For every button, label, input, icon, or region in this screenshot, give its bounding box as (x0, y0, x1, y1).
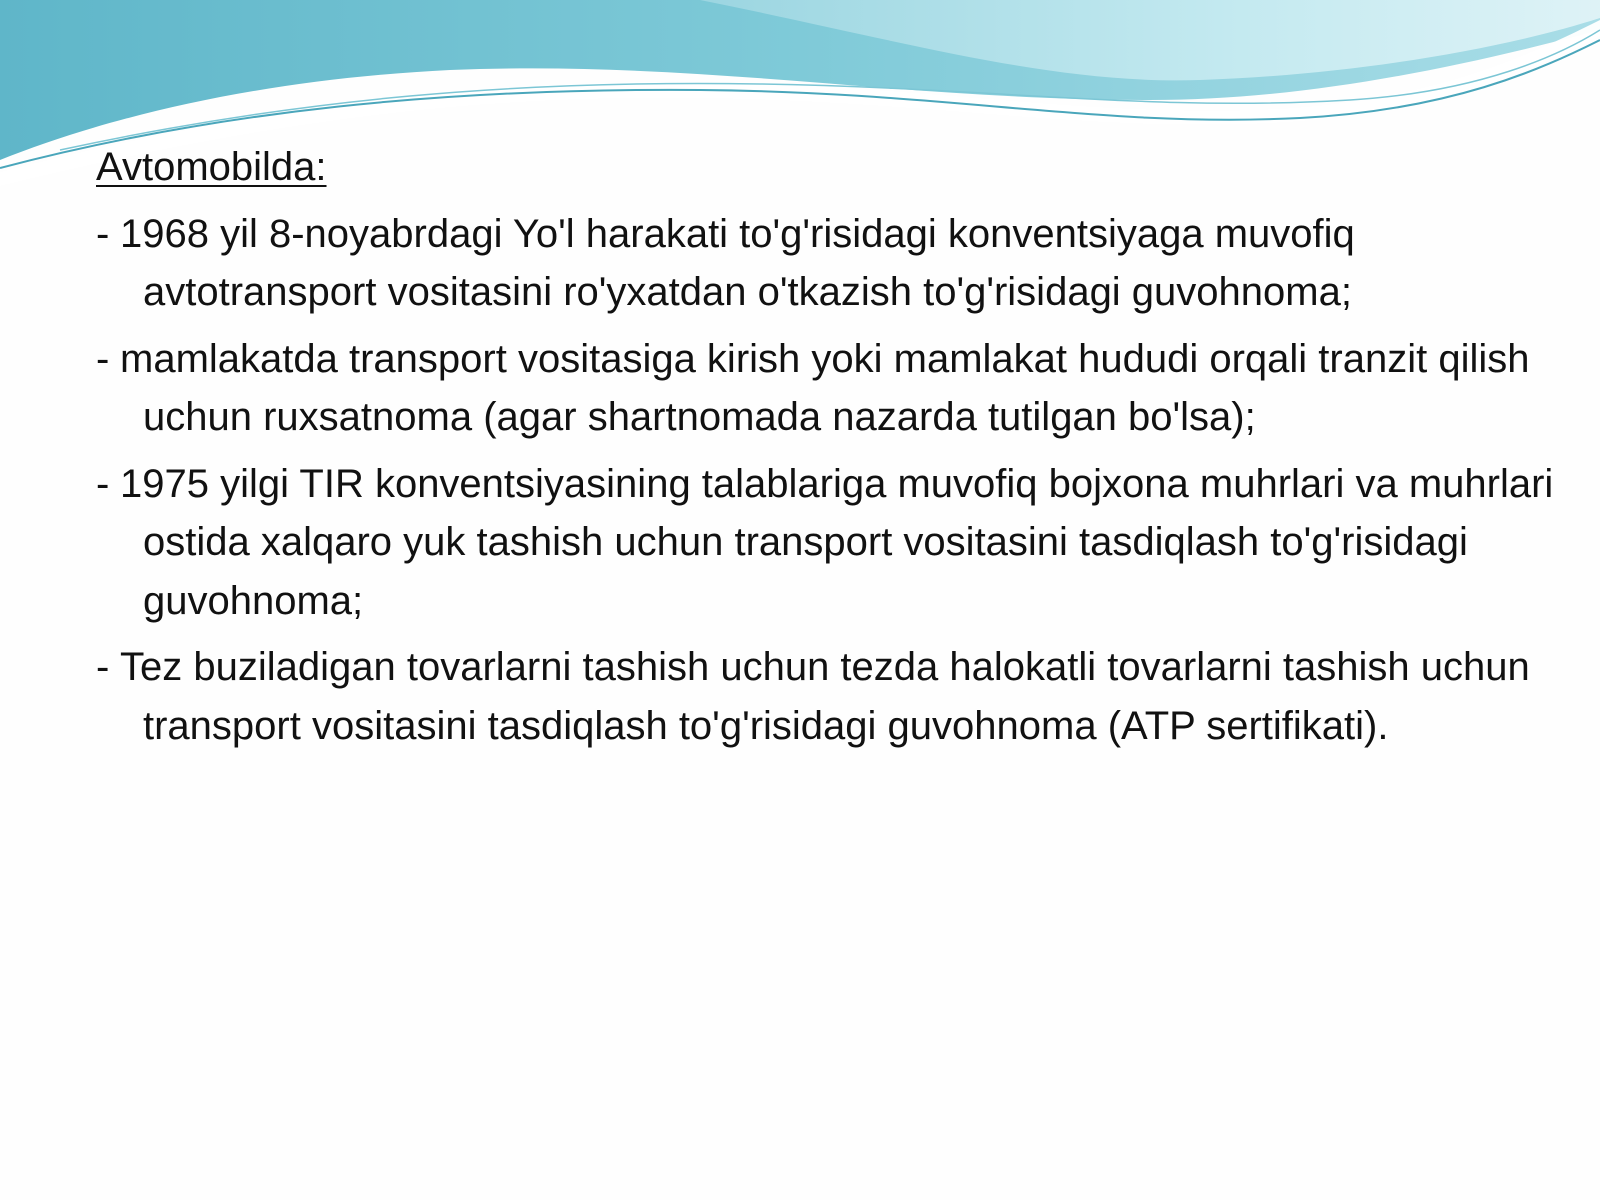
list-item (96, 330, 1556, 447)
list-item-text: Tez buziladigan tovarlarni tashish uchun tezda halokatli tovarlarni tashish uchun transport vositasini tasdiqlash to'g'risidagi guvohnoma (ATP sertifikati). (120, 645, 1530, 748)
list-item (96, 638, 1556, 755)
list-item-text: 1975 yilgi TIR konventsiyasining talablariga muvofiq bojxona muhrlari va muhrlari ostida xalqaro yuk tashish uchun transport vositasini tasdiqlash to'g'risidagi guvohnoma; (120, 461, 1554, 623)
bullet-dash: - (96, 461, 110, 506)
bullet-dash: - (96, 211, 110, 256)
list-item-text: 1968 yil 8-noyabrdagi Yo'l harakati to'g'risidagi konventsiyaga muvofiq avtotransport vositasini ro'yxatdan o'tkazish to'g'risidagi guvohnoma; (120, 211, 1355, 314)
bullet-dash: - (96, 645, 110, 689)
bullet-dash: - (96, 336, 110, 381)
list-item (96, 205, 1556, 322)
slide-heading: Avtomobilda: (96, 145, 327, 189)
list-item (96, 455, 1556, 631)
slide-body (96, 138, 1556, 763)
list-item-text: mamlakatda transport vositasiga kirish yoki mamlakat hududi orqali tranzit qilish uchun ruxsatnoma (agar shartnomada nazarda tutilgan bo'lsa); (120, 336, 1530, 439)
